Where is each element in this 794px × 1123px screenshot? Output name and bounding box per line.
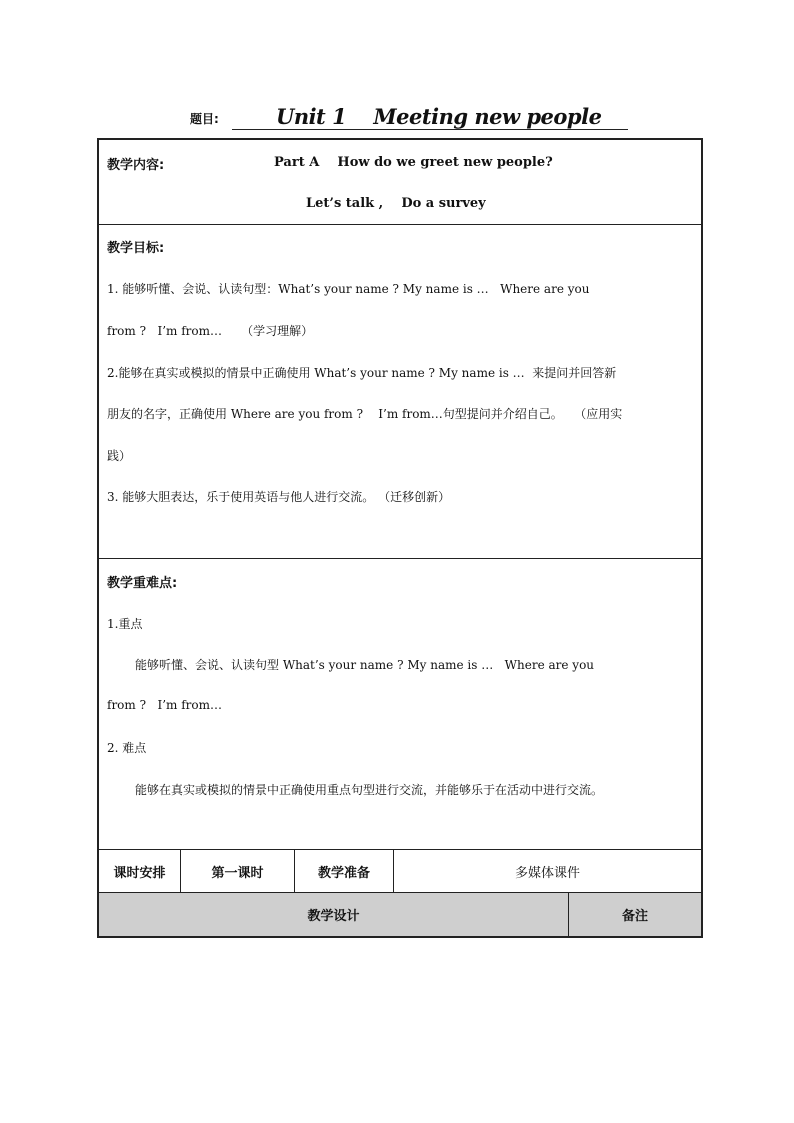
- prep-value-cell: [394, 850, 701, 892]
- content-label: 教学内容:: [107, 158, 165, 173]
- objective-line: 朋友的名字，正确使用 Where are you from ? I’m from…句型提问并介绍自己。 （应用实: [107, 407, 623, 421]
- content-line-1: Part A How do we greet new people?: [274, 155, 553, 170]
- key-point-line: 能够在真实或模拟的情景中正确使用重点句型进行交流，并能够乐于在活动中进行交流。: [135, 783, 604, 797]
- key-points-row: [99, 559, 701, 850]
- notes-label-cell: [569, 893, 701, 936]
- period-label-cell: [99, 850, 181, 892]
- objective-line: from ? I’m from… （学习理解）: [107, 324, 314, 338]
- notes-label: 备注: [621, 909, 648, 924]
- content-row: [99, 140, 701, 225]
- objective-line: 践）: [107, 449, 132, 463]
- schedule-row: [99, 850, 701, 893]
- objective-line: 2.能够在真实或模拟的情景中正确使用 What’s your name ? My name is … 来提问并回答新: [107, 366, 617, 380]
- design-row: [99, 893, 701, 936]
- key-point-line: 2. 难点: [107, 741, 147, 755]
- period-label: 课时安排: [113, 865, 166, 881]
- title-row: [96, 104, 704, 130]
- key-points-label: 教学重难点:: [107, 576, 178, 591]
- objective-line: 3. 能够大胆表达，乐于使用英语与他人进行交流。 （迁移创新）: [107, 490, 451, 504]
- key-point-line: from ? I’m from…: [107, 698, 223, 712]
- title-underline: [232, 104, 628, 130]
- prep-label: 教学准备: [317, 865, 370, 881]
- design-label-cell: [99, 893, 569, 936]
- lesson-plan-table: [97, 138, 703, 938]
- period-value-cell: [181, 850, 295, 892]
- objective-line: 1. 能够听懂、会说、认读句型：What’s your name ? My name is … Where are you: [107, 282, 590, 296]
- page-title: Unit 1 Meeting new people: [276, 104, 602, 129]
- prep-value: 多媒体课件: [514, 865, 580, 881]
- key-point-line: 1.重点: [107, 617, 143, 631]
- design-label: 教学设计: [307, 909, 360, 924]
- prep-label-cell: [295, 850, 394, 892]
- objectives-label: 教学目标:: [107, 241, 165, 256]
- key-point-line: 能够听懂、会说、认读句型 What’s your name ? My name is … Where are you: [135, 658, 595, 672]
- objectives-row: [99, 225, 701, 559]
- period-value: 第一课时: [211, 865, 264, 881]
- title-label: 题目:: [190, 112, 219, 126]
- content-line-2: Let’s talk , Do a survey: [306, 196, 486, 211]
